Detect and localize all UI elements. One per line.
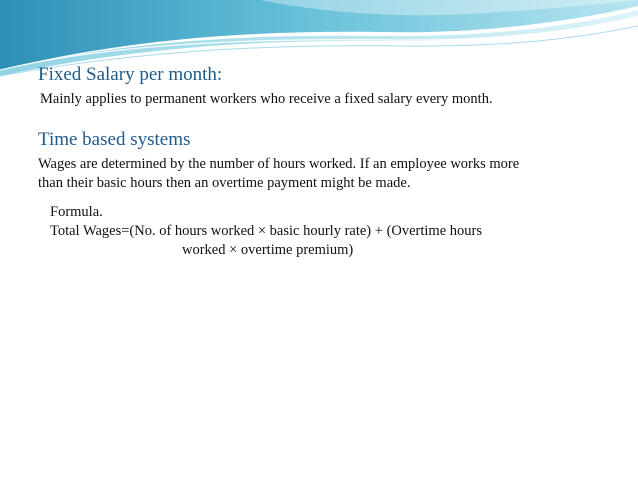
heading-fixed-salary: Fixed Salary per month: — [38, 64, 223, 85]
fixed-salary-description: Mainly applies to permanent workers who receive a fixed salary every month. — [40, 91, 493, 107]
formula-line-1: Total Wages=(No. of hours worked × basic hourly rate) + (Overtime hours — [50, 223, 482, 239]
time-based-description-line-2: than their basic hours then an overtime payment might be made. — [38, 175, 411, 191]
heading-time-based-systems: Time based systems — [38, 129, 191, 150]
time-based-description-line-1: Wages are determined by the number of hours worked. If an employee works more — [38, 156, 520, 172]
formula-label: Formula. — [50, 204, 103, 220]
formula-line-2: worked × overtime premium) — [182, 242, 354, 258]
